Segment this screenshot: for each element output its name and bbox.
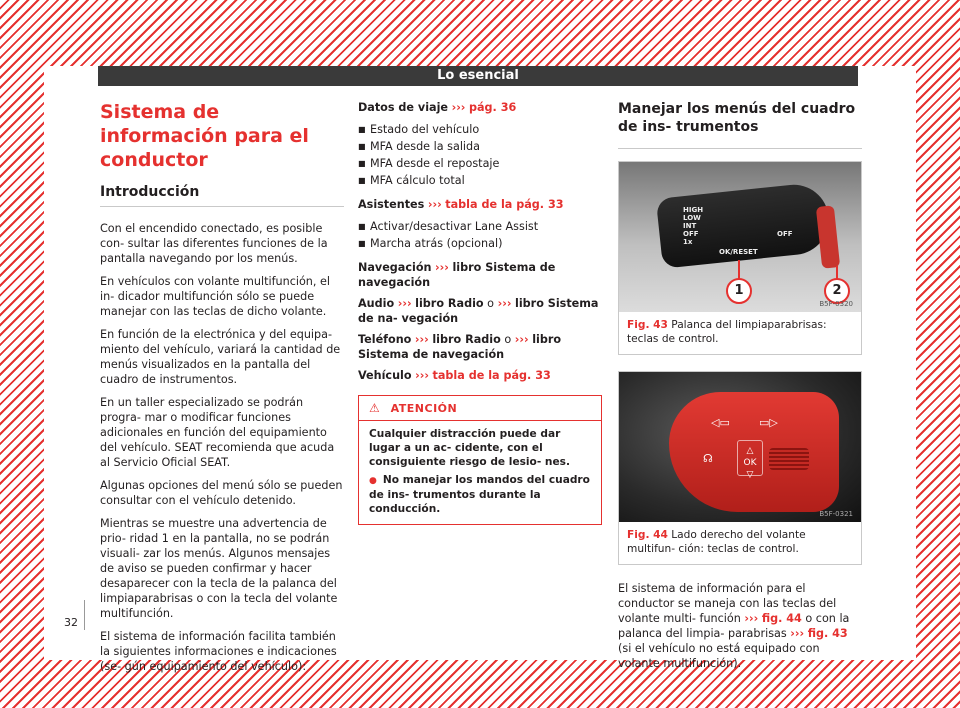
list-item: ■ MFA desde el repostaje [358, 155, 602, 172]
warning-bullet [369, 473, 591, 516]
warning-body [359, 421, 601, 524]
paragraph: Algunas opciones del menú sólo se pueden consultar con el vehículo detenido. [100, 479, 343, 507]
wiper-stalk-image [619, 162, 861, 312]
thumbwheel [769, 448, 809, 470]
column-left [100, 100, 344, 682]
page-number: 32 [64, 616, 78, 629]
figure-label: Fig. 44 [627, 529, 668, 541]
figure-code: B5F-0321 [819, 510, 853, 518]
telefono-link-radio[interactable]: libro Radio [432, 333, 501, 346]
audio-label: Audio [358, 297, 395, 310]
datos-viaje-link[interactable]: pág. 36 [468, 101, 517, 114]
audio-conj: o [487, 297, 495, 310]
subsection-title: Introducción [100, 178, 344, 207]
list-item: ■ Activar/desactivar Lane Assist [358, 218, 602, 235]
link-arrow-icon: ››› [497, 297, 512, 310]
asistentes-label: Asistentes [358, 198, 425, 211]
navegacion-label: Navegación [358, 261, 432, 274]
vehiculo-link[interactable]: tabla de la pág. 33 [432, 369, 551, 382]
figure-43 [618, 161, 862, 355]
voice-control-icon: ☊ [703, 452, 713, 465]
list-item: ■ Estado del vehículo [358, 121, 602, 138]
asistentes-list [358, 218, 602, 252]
callout-1: 1 [726, 278, 752, 304]
body-text: o con la palanca del limpia- parabrisas [618, 612, 850, 640]
stalk-red-button [816, 205, 840, 269]
figure-label: Fig. 43 [627, 319, 668, 331]
subsection-title-menus [618, 100, 862, 149]
link-arrow-icon: ››› [744, 612, 759, 625]
audio-link-nav[interactable]: libro Sistema de na- vegación [358, 297, 599, 325]
prev-screen-icon: ◁▭ [711, 416, 730, 429]
navegacion-line [358, 260, 602, 290]
datos-viaje-label: Datos de viaje [358, 101, 449, 114]
link-arrow-icon: ››› [414, 333, 429, 346]
link-arrow-icon: ››› [435, 261, 449, 274]
link-arrow-icon: ››› [514, 333, 529, 346]
warning-bullet-text: No manejar los mandos del cuadro de ins- trumentos durante la conducción. [369, 474, 590, 515]
fig44-link[interactable]: fig. 44 [761, 612, 802, 625]
list-item: ■ MFA cálculo total [358, 172, 602, 189]
paragraph: El sistema de información facilita también la siguientes informaciones e indicaciones (se- gún equipamiento del vehículo): [100, 630, 337, 673]
link-arrow-icon: ››› [397, 297, 412, 310]
stalk-labels: HIGH LOW INT OFF 1x [683, 206, 704, 246]
figure-caption [619, 312, 861, 354]
audio-line [358, 296, 602, 326]
audio-link-radio[interactable]: libro Radio [415, 297, 484, 310]
link-arrow-icon: ››› [415, 369, 429, 382]
list-item: ■ MFA desde la salida [358, 138, 602, 155]
paragraph: Mientras se muestre una advertencia de prio- ridad 1 en la pantalla, no se podrán visuali- zar los menús. Algunos mensajes de aviso se pueden confirmar y hacer desaparecer con la tecla de la palanca del limpiaparabrisas o con la tecla del volante multifunción. [100, 517, 338, 620]
next-screen-icon: ▭▷ [759, 416, 778, 429]
telefono-conj: o [504, 333, 512, 346]
ok-label: OK [743, 458, 757, 468]
steering-wheel-image [619, 372, 861, 522]
vehiculo-line [358, 368, 602, 383]
paragraph: Con el encendido conectado, es posible con- sultar las diferentes funciones de la pantalla navegando por los menús. [100, 222, 328, 265]
figure-caption-text: Palanca del limpiaparabrisas: teclas de control. [627, 319, 827, 345]
navegacion-link[interactable]: libro Sistema de navegación [358, 261, 556, 289]
body-text: (si el vehículo no está equipado con volante multifunción). [618, 642, 820, 670]
link-arrow-icon: ››› [451, 101, 466, 114]
column-middle [358, 100, 602, 525]
vehiculo-label: Vehículo [358, 369, 412, 382]
figure-code: B5F-0320 [819, 300, 853, 308]
callout-2: 2 [824, 278, 850, 304]
stalk-off-label: OFF [777, 230, 793, 238]
warning-header [359, 396, 601, 421]
paragraph: En vehículos con volante multifunción, el in- dicador multifunción sólo se puede manejar con las teclas de dicho volante. [100, 275, 330, 318]
warning-text: Cualquier distracción puede dar lugar a un ac- cidente, con el consiguiente riesgo de lesio- nes. [369, 428, 570, 468]
datos-viaje-list [358, 121, 602, 189]
warning-title: ATENCIÓN [390, 402, 458, 415]
telefono-line [358, 332, 602, 362]
warning-box [358, 395, 602, 525]
section-header: Lo esencial [98, 66, 858, 86]
list-item: ■ Marcha atrás (opcional) [358, 235, 602, 252]
column-right [618, 100, 862, 679]
telefono-label: Teléfono [358, 333, 412, 346]
ok-button: △ OK ▽ [737, 440, 763, 476]
body-paragraph [618, 581, 862, 671]
body-text: El sistema de información para el conductor se maneja con las teclas del volante multi- función [618, 582, 837, 625]
link-arrow-icon: ››› [790, 627, 805, 640]
fig43-link[interactable]: fig. 43 [807, 627, 848, 640]
asistentes-link[interactable]: tabla de la pág. 33 [445, 198, 564, 211]
figure-caption-text: Lado derecho del volante multifun- ción: teclas de control. [627, 529, 806, 555]
section-title: Sistema de información para el conductor [100, 101, 309, 171]
telefono-link-nav[interactable]: libro Sistema de navegación [358, 333, 562, 361]
paragraph: En función de la electrónica y del equipa- miento del vehículo, variará la cantidad de menús visualizados en la pantalla del cuadro de instrumentos. [100, 328, 341, 386]
stalk-reset-label: OK/RESET [719, 248, 758, 256]
menus-title: Manejar los menús del cuadro de ins- trumentos [618, 101, 856, 135]
figure-caption [619, 522, 861, 564]
datos-viaje-line [358, 100, 602, 115]
warning-triangle-icon: ⚠ [369, 401, 381, 415]
paragraph: En un taller especializado se podrán progra- mar o modificar funciones adicionales en función del equipamiento del vehículo. SEAT recomienda que acuda al Servicio Oficial SEAT. [100, 396, 335, 469]
asistentes-line [358, 197, 602, 212]
link-arrow-icon: ››› [427, 198, 442, 211]
figure-44 [618, 371, 862, 565]
